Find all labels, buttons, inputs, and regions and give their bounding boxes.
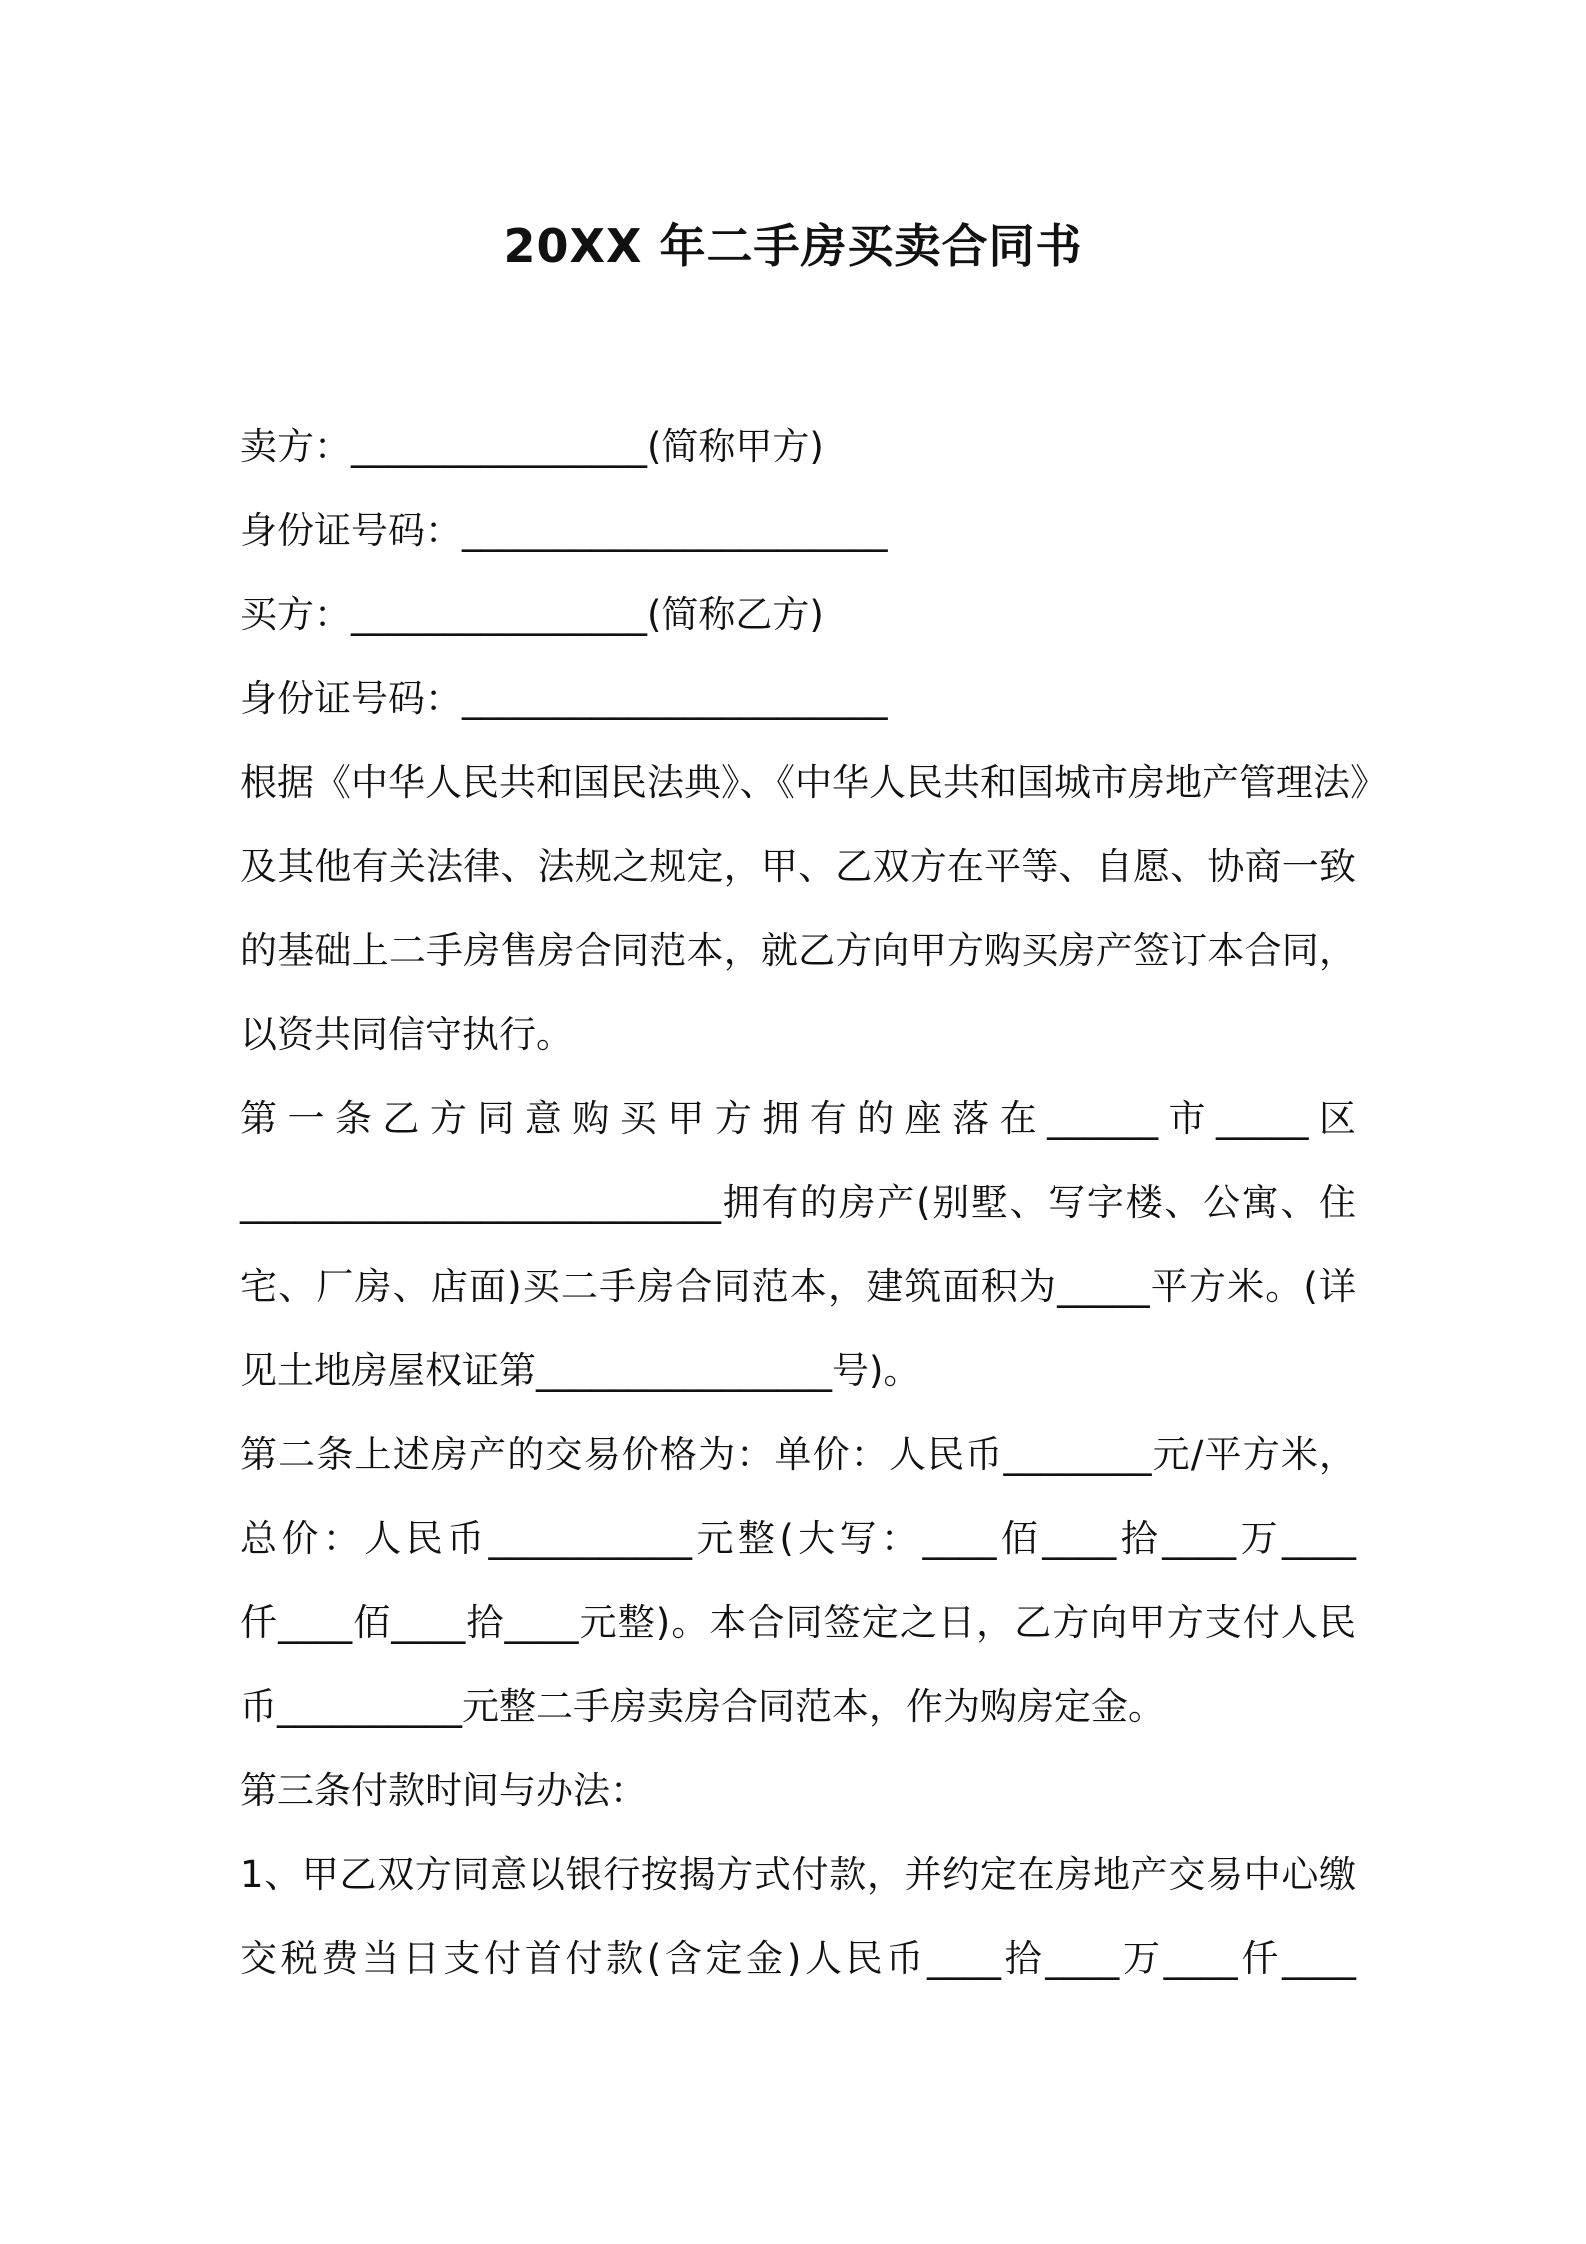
article-3-heading: 第三条付款时间与办法： xyxy=(240,1769,647,1812)
article-3-item-1-line-2: 交税费当日支付首付款(含定金)人民币____拾____万____仟____ xyxy=(240,1937,1356,1980)
preamble-line-2: 及其他有关法律、法规之规定，甲、乙双方在平等、自愿、协商一致 xyxy=(240,845,1356,888)
article-2-line-4: 币__________元整二手房卖房合同范本，作为购房定金。 xyxy=(240,1685,1165,1728)
article-2-line-1: 第二条上述房产的交易价格为：单价：人民币________元/平方米， xyxy=(240,1433,1356,1476)
article-3-item-1-line-1: 1、甲乙双方同意以银行按揭方式付款，并约定在房地产交易中心缴 xyxy=(240,1853,1356,1896)
preamble-line-1: 根据《中华人民共和国民法典》、《中华人民共和国城市房地产管理法》 xyxy=(240,761,1387,804)
document-title: 20XX 年二手房买卖合同书 xyxy=(503,219,1083,273)
preamble-line-4: 以资共同信守执行。 xyxy=(240,1013,573,1056)
article-1-line-4: 见土地房屋权证第________________号)。 xyxy=(240,1349,921,1392)
article-2-line-3: 仟____佰____拾____元整)。本合同签定之日，乙方向甲方支付人民 xyxy=(240,1601,1356,1644)
article-1-line-2: __________________________拥有的房产(别墅、写字楼、公寓、住 xyxy=(240,1181,1356,1224)
article-2-line-2: 总价：人民币___________元整(大写：____佰____拾____万____ xyxy=(240,1517,1356,1560)
article-1-line-3: 宅、厂房、店面)买二手房合同范本，建筑面积为_____平方米。(详 xyxy=(240,1265,1356,1308)
seller-line: 卖方：________________(简称甲方) xyxy=(240,425,824,468)
buyer-id-line: 身份证号码：_______________________ xyxy=(240,677,888,720)
article-1-line-1: 第一条乙方同意购买甲方拥有的座落在______市_____区 xyxy=(240,1097,1356,1140)
preamble-line-3: 的基础上二手房售房合同范本，就乙方向甲方购买房产签订本合同， xyxy=(240,929,1356,972)
buyer-line: 买方：________________(简称乙方) xyxy=(240,593,824,636)
document-body xyxy=(240,405,1387,2001)
seller-id-line: 身份证号码：_______________________ xyxy=(240,509,888,552)
